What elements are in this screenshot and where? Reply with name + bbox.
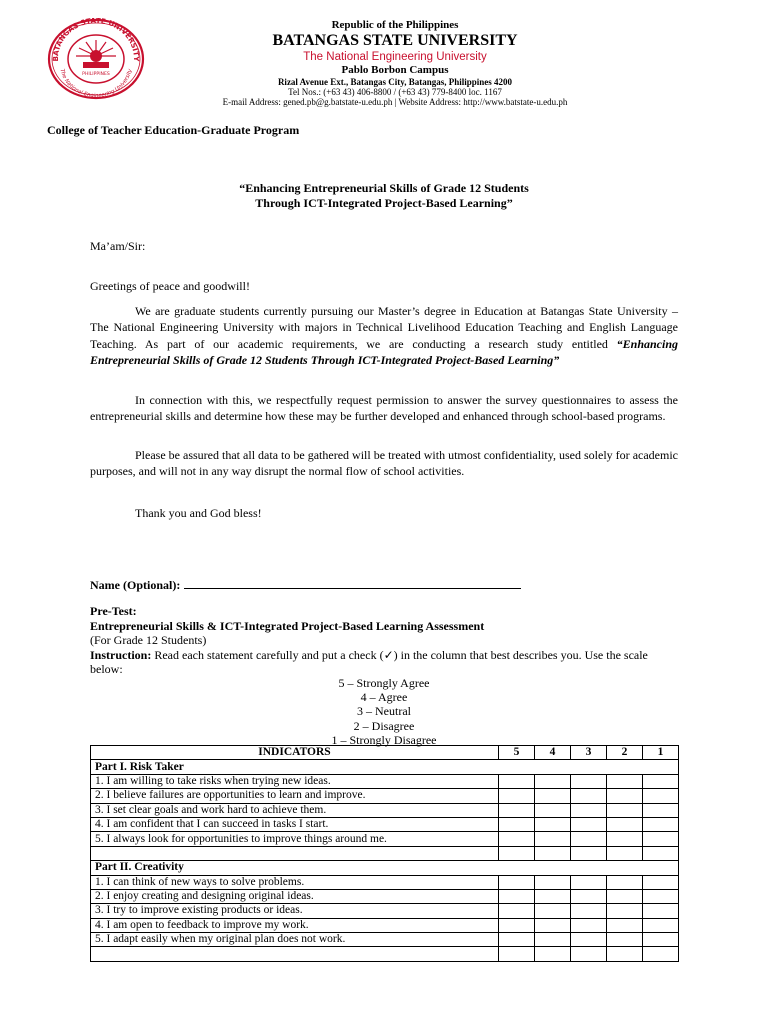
rating-cell[interactable] [571, 904, 607, 918]
greeting: Greetings of peace and goodwill! [90, 279, 250, 293]
letter-title-line1: “Enhancing Entrepreneurial Skills of Grade 12 Students [239, 181, 529, 195]
header-score-5: 5 [499, 746, 535, 760]
rating-cell[interactable] [571, 817, 607, 831]
letter-title-line2: Through ICT-Integrated Project-Based Learning” [255, 196, 513, 210]
part1-title: Part I. Risk Taker [91, 760, 679, 774]
section-row [91, 760, 679, 774]
rating-cell[interactable] [571, 918, 607, 932]
rating-cell[interactable] [499, 832, 535, 846]
paragraph-request: In connection with this, we respectfully request permission to answer the survey questionnaires to assess the entrepreneurial skills and determine how these may be further developed and enhanced through school-based programs. [90, 393, 678, 424]
rating-cell[interactable] [607, 875, 643, 889]
rating-cell[interactable] [499, 803, 535, 817]
rating-cell[interactable] [643, 817, 679, 831]
assessment-title: Entrepreneurial Skills & ICT-Integrated Project-Based Learning Assessment [90, 618, 485, 633]
header-tel: Tel Nos.: (+63 43) 406-8800 / (+63 43) 779-8400 loc. 1167 [288, 87, 502, 97]
header-indicators: INDICATORS [91, 746, 499, 760]
paragraph-intro [90, 303, 678, 368]
rating-cell[interactable] [643, 889, 679, 903]
rating-cell[interactable] [571, 789, 607, 803]
empty-row [91, 947, 679, 961]
rating-cell[interactable] [499, 889, 535, 903]
rating-cell[interactable] [643, 803, 679, 817]
rating-cell[interactable] [607, 789, 643, 803]
header-address: Rizal Avenue Ext., Batangas City, Batangas, Philippines 4200 [277, 77, 513, 87]
table-row [91, 774, 679, 788]
header-university: BATANGAS STATE UNIVERSITY [272, 32, 518, 49]
rating-cell[interactable] [499, 904, 535, 918]
svg-text:BATANGAS STATE UNIVERSITY: BATANGAS STATE UNIVERSITY [50, 18, 142, 62]
header-email: E-mail Address: gened.pb@g.batstate-u.edu.ph | Website Address: http://www.batstate-u.edu.ph [222, 97, 568, 107]
rating-cell[interactable] [571, 875, 607, 889]
scale-item: 5 – Strongly Agree [338, 676, 430, 690]
rating-cell[interactable] [607, 947, 643, 961]
rating-cell[interactable] [535, 817, 571, 831]
table-row [91, 803, 679, 817]
rating-cell[interactable] [643, 904, 679, 918]
rating-cell[interactable] [535, 947, 571, 961]
table-row [91, 918, 679, 932]
rating-cell[interactable] [643, 774, 679, 788]
rating-cell[interactable] [499, 918, 535, 932]
indicators-table [90, 745, 679, 962]
rating-cell[interactable] [535, 774, 571, 788]
rating-cell[interactable] [571, 774, 607, 788]
part2-title: Part II. Creativity [91, 861, 679, 875]
rating-cell[interactable] [607, 933, 643, 947]
header-score-2: 2 [607, 746, 643, 760]
indicator-text: 1. I can think of new ways to solve problems. [91, 875, 499, 889]
rating-cell[interactable] [643, 832, 679, 846]
closing: Thank you and God bless! [135, 506, 262, 520]
rating-cell[interactable] [535, 889, 571, 903]
indicator-text: 3. I try to improve existing products or ideas. [91, 904, 499, 918]
name-label: Name (Optional): [90, 578, 181, 592]
header-score-4: 4 [535, 746, 571, 760]
scale-item: 1 – Strongly Disagree [331, 732, 437, 747]
rating-cell[interactable] [571, 846, 607, 860]
rating-cell[interactable] [607, 918, 643, 932]
rating-cell[interactable] [571, 803, 607, 817]
salutation: Ma’am/Sir: [90, 239, 146, 253]
table-row [91, 904, 679, 918]
rating-cell[interactable] [607, 774, 643, 788]
section-row [91, 861, 679, 875]
scale-item: 3 – Neutral [357, 704, 411, 719]
rating-cell[interactable] [499, 846, 535, 860]
table-header-row [91, 746, 679, 760]
rating-cell[interactable] [499, 933, 535, 947]
table-row [91, 933, 679, 947]
header-motto: The National Engineering University [303, 51, 487, 63]
rating-scale [90, 676, 678, 747]
svg-text:The National Engineering Unive: The National Engineering University [58, 68, 134, 100]
rating-cell[interactable] [571, 832, 607, 846]
rating-cell[interactable] [643, 846, 679, 860]
instruction [90, 648, 682, 677]
indicator-text: 1. I am willing to take risks when trying new ideas. [91, 774, 499, 788]
indicator-text: 2. I believe failures are opportunities to learn and improve. [91, 789, 499, 803]
pretest-block [90, 604, 682, 677]
rating-cell[interactable] [643, 918, 679, 932]
instruction-label: Instruction: [90, 647, 152, 662]
rating-cell[interactable] [535, 918, 571, 932]
svg-text:PHILIPPINES: PHILIPPINES [82, 72, 110, 77]
paragraph-confidentiality: Please be assured that all data to be gathered will be treated with utmost confidentiality, used solely for academic purposes, and will not in any way disrupt the normal flow of school activities. [90, 448, 678, 479]
instruction-text: Read each statement carefully and put a check (✓) in the column that best describes you. Use the scale below: [90, 647, 648, 676]
rating-cell[interactable] [607, 817, 643, 831]
rating-cell[interactable] [535, 904, 571, 918]
rating-cell[interactable] [535, 846, 571, 860]
header-campus: Pablo Borbon Campus [341, 64, 449, 76]
header-score-1: 1 [643, 746, 679, 760]
rating-cell[interactable] [499, 789, 535, 803]
scale-item: 2 – Disagree [353, 718, 415, 733]
indicator-text: 4. I am confident that I can succeed in tasks I start. [91, 817, 499, 831]
rating-cell[interactable] [643, 947, 679, 961]
rating-cell[interactable] [535, 803, 571, 817]
rating-cell[interactable] [607, 832, 643, 846]
table-row [91, 889, 679, 903]
rating-cell[interactable] [535, 933, 571, 947]
university-seal-icon [40, 18, 152, 100]
rating-cell[interactable] [535, 789, 571, 803]
scale-item: 4 – Agree [360, 690, 408, 705]
rating-cell[interactable] [643, 789, 679, 803]
indicator-text: 5. I adapt easily when my original plan does not work. [91, 933, 499, 947]
header-score-3: 3 [571, 746, 607, 760]
name-input-line[interactable] [184, 577, 521, 589]
audience-note: (For Grade 12 Students) [90, 633, 207, 647]
rating-cell[interactable] [607, 846, 643, 860]
rating-cell[interactable] [571, 947, 607, 961]
rating-cell[interactable] [607, 803, 643, 817]
name-field-row [90, 577, 521, 593]
rating-cell[interactable] [499, 875, 535, 889]
table-row [91, 789, 679, 803]
rating-cell[interactable] [607, 889, 643, 903]
indicator-text: 3. I set clear goals and work hard to achieve them. [91, 803, 499, 817]
rating-cell[interactable] [499, 947, 535, 961]
rating-cell[interactable] [535, 875, 571, 889]
indicator-text: 5. I always look for opportunities to improve things around me. [91, 832, 499, 846]
table-row [91, 817, 679, 831]
indicator-text: 2. I enjoy creating and designing original ideas. [91, 889, 499, 903]
table-row [91, 875, 679, 889]
rating-cell[interactable] [643, 933, 679, 947]
pretest-label: Pre-Test: [90, 604, 137, 618]
header-republic: Republic of the Philippines [331, 19, 459, 31]
study-title-emphasis: “Enhancing Entrepreneurial Skills of Grade 12 Students Through ICT-Integrated Project-Based Learning” [90, 336, 678, 367]
rating-cell[interactable] [499, 817, 535, 831]
rating-cell[interactable] [535, 832, 571, 846]
rating-cell[interactable] [499, 774, 535, 788]
empty-row [91, 846, 679, 860]
paragraph-intro-text: We are graduate students currently pursuing our Master’s degree in Education at Batangas State University – The National Engineering University with majors in Technical Livelihood Education Teaching and English Language Teaching. As part of our academic requirements, we are conducting a research study entitled [90, 304, 678, 351]
rating-cell[interactable] [571, 933, 607, 947]
college-name: College of Teacher Education-Graduate Program [47, 123, 300, 137]
table-row [91, 832, 679, 846]
rating-cell[interactable] [571, 889, 607, 903]
rating-cell[interactable] [607, 904, 643, 918]
indicator-text: 4. I am open to feedback to improve my work. [91, 918, 499, 932]
rating-cell[interactable] [643, 875, 679, 889]
